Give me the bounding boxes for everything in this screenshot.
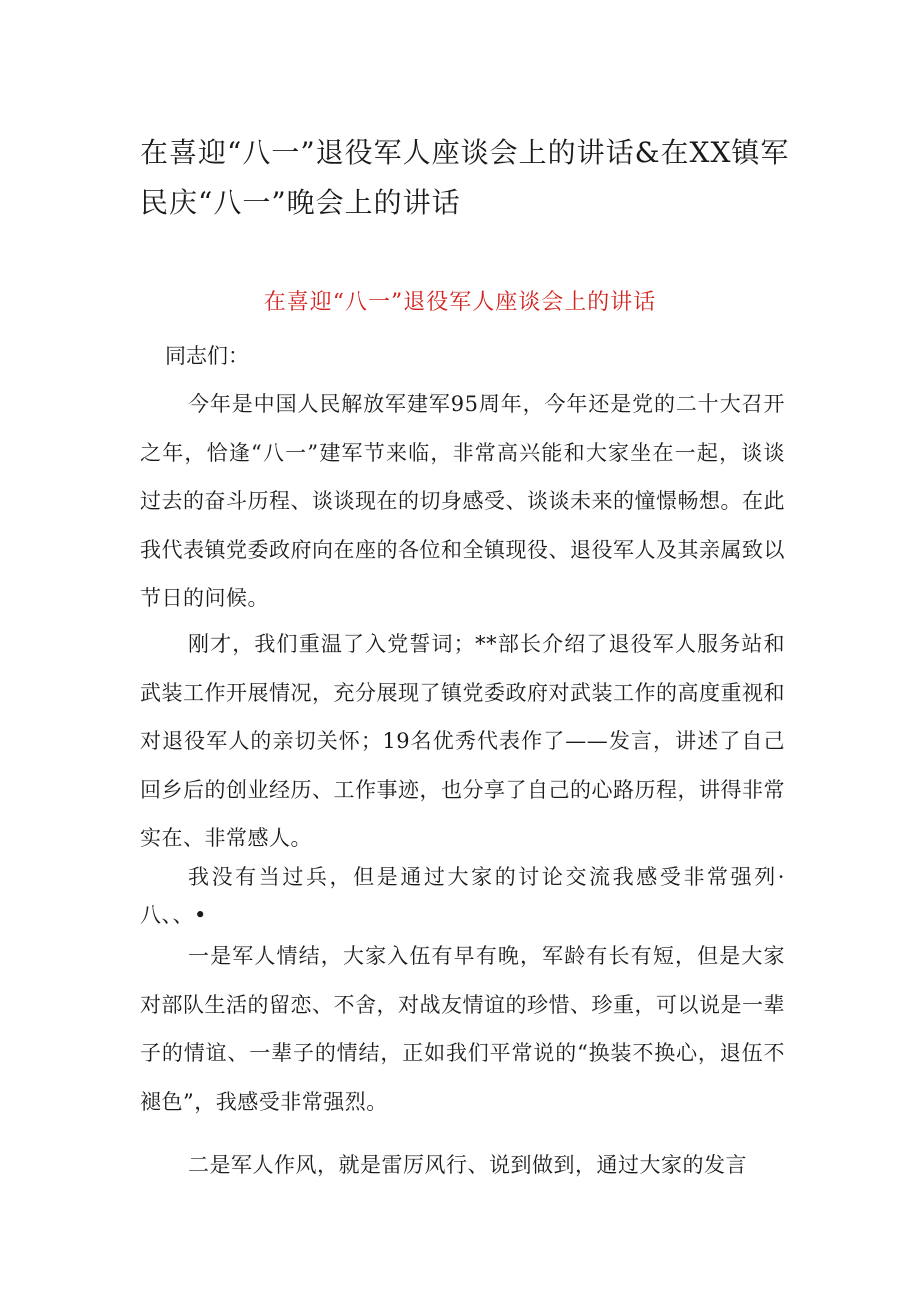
salutation: 同志们： <box>165 344 249 368</box>
paragraph: 刚才，我们重温了入党誓词；**部长介绍了退役军人服务站和武装工作开展情况，充分展现了镇党委政府对武装工作的高度重视和对退役军人的亲切关怀；19名优秀代表作了——发言，讲述了自己回乡后的创业经历、工作事迹，也分享了自己的心路历程，讲得非常实在、非常感人。 <box>140 632 785 850</box>
section-title: 在喜迎“八一”退役军人座谈会上的讲话 <box>263 290 657 315</box>
paragraph: 一是军人情结，大家入伍有早有晚，军龄有长有短，但是大家对部队生活的留恋、不舍，对战友情谊的珍惜、珍重，可以说是一辈子的情谊、一辈子的情结，正如我们平常说的“换装不换心，退伍不褪色”，我感受非常强烈。 <box>140 944 785 1114</box>
document-title: 在喜迎“八一”退役军人座谈会上的讲话&在XX镇军民庆“八一”晚会上的讲话 <box>140 136 790 219</box>
paragraph: 二是军人作风，就是雷厉风行、说到做到，通过大家的发言 <box>188 1153 747 1177</box>
paragraph: 我没有当过兵，但是通过大家的讨论交流我感受非常强列·八、、• <box>140 865 785 927</box>
paragraph: 今年是中国人民解放军建军95周年，今年还是党的二十大召开之年，恰逢“八一”建军节来临，非常高兴能和大家坐在一起，谈谈过去的奋斗历程、谈谈现在的切身感受、谈谈未来的憧憬畅想。在此我代表镇党委政府向在座的各位和全镇现役、退役军人及其亲属致以节日的问候。 <box>140 392 785 610</box>
